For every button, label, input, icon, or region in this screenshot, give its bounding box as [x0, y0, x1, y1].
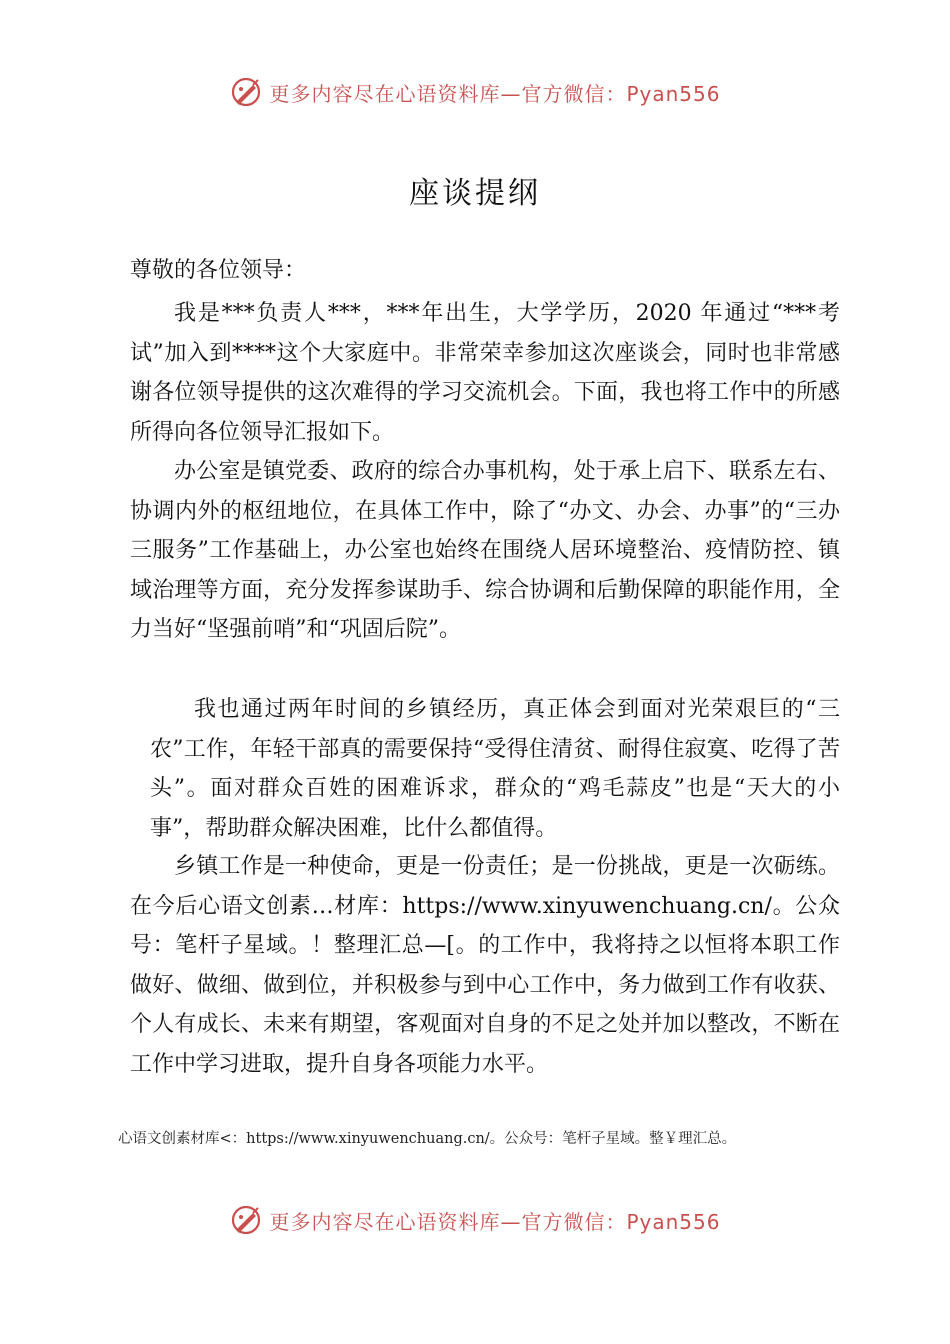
salutation: 尊敬的各位领导： — [130, 258, 307, 283]
footnote: 心语文创素材库<：https://www.xinyuwenchuang.cn/。公众号：笔杆子星域。整￥理汇总。 — [118, 1131, 737, 1147]
banner-text: 更多内容尽在心语资料库—官方微信：Pyan556 — [269, 1209, 721, 1234]
pen-logo-icon — [229, 75, 263, 109]
document-title: 座谈提纲 — [409, 176, 541, 211]
paragraph-3: 我也通过两年时间的乡镇经历，真正体会到面对光荣艰巨的“三农”工作，年轻干部真的需要保持“受得住清贫、耐得住寂寞、吃得了苦头”。面对群众百姓的困难诉求，群众的“鸡毛蒜皮”也是“天大的小事”，帮助群众解决困难，比什么都值得。 — [150, 697, 840, 841]
paragraph-1: 我是***负责人***，***年出生，大学学历，2020 年通过“***考试”加入到****这个大家庭中。非常荣幸参加这次座谈会，同时也非常感谢各位领导提供的这次难得的学习交流机会。下面，我也将工作中的所感所得向各位领导汇报如下。 — [130, 301, 840, 445]
banner-text: 更多内容尽在心语资料库—官方微信：Pyan556 — [269, 81, 721, 106]
footer-banner — [0, 1198, 950, 1242]
paragraph-2: 办公室是镇党委、政府的综合办事机构，处于承上启下、联系左右、协调内外的枢纽地位，在具体工作中，除了“办文、办会、办事”的“三办三服务”工作基础上，办公室也始终在围绕人居环境整治、疫情防控、镇域治理等方面，充分发挥参谋助手、综合协调和后勤保障的职能作用，全力当好“坚强前哨”和“巩固后院”。 — [130, 459, 840, 642]
header-banner — [0, 70, 950, 114]
pen-logo-icon — [229, 1203, 263, 1237]
paragraph-4: 乡镇工作是一种使命，更是一份责任；是一份挑战，更是一次砺练。在今后心语文创素…材库：https://www.xinyuwenchuang.cn/。公众号：笔杆子星域。！整理汇总—[。的工作中，我将持之以恒将本职工作做好、做细、做到位，并积极参与到中心工作中，务力做到工作有收获、个人有成长、未来有期望，客观面对自身的不足之处并加以整改，不断在工作中学习进取，提升自身各项能力水平。 — [130, 854, 840, 1077]
